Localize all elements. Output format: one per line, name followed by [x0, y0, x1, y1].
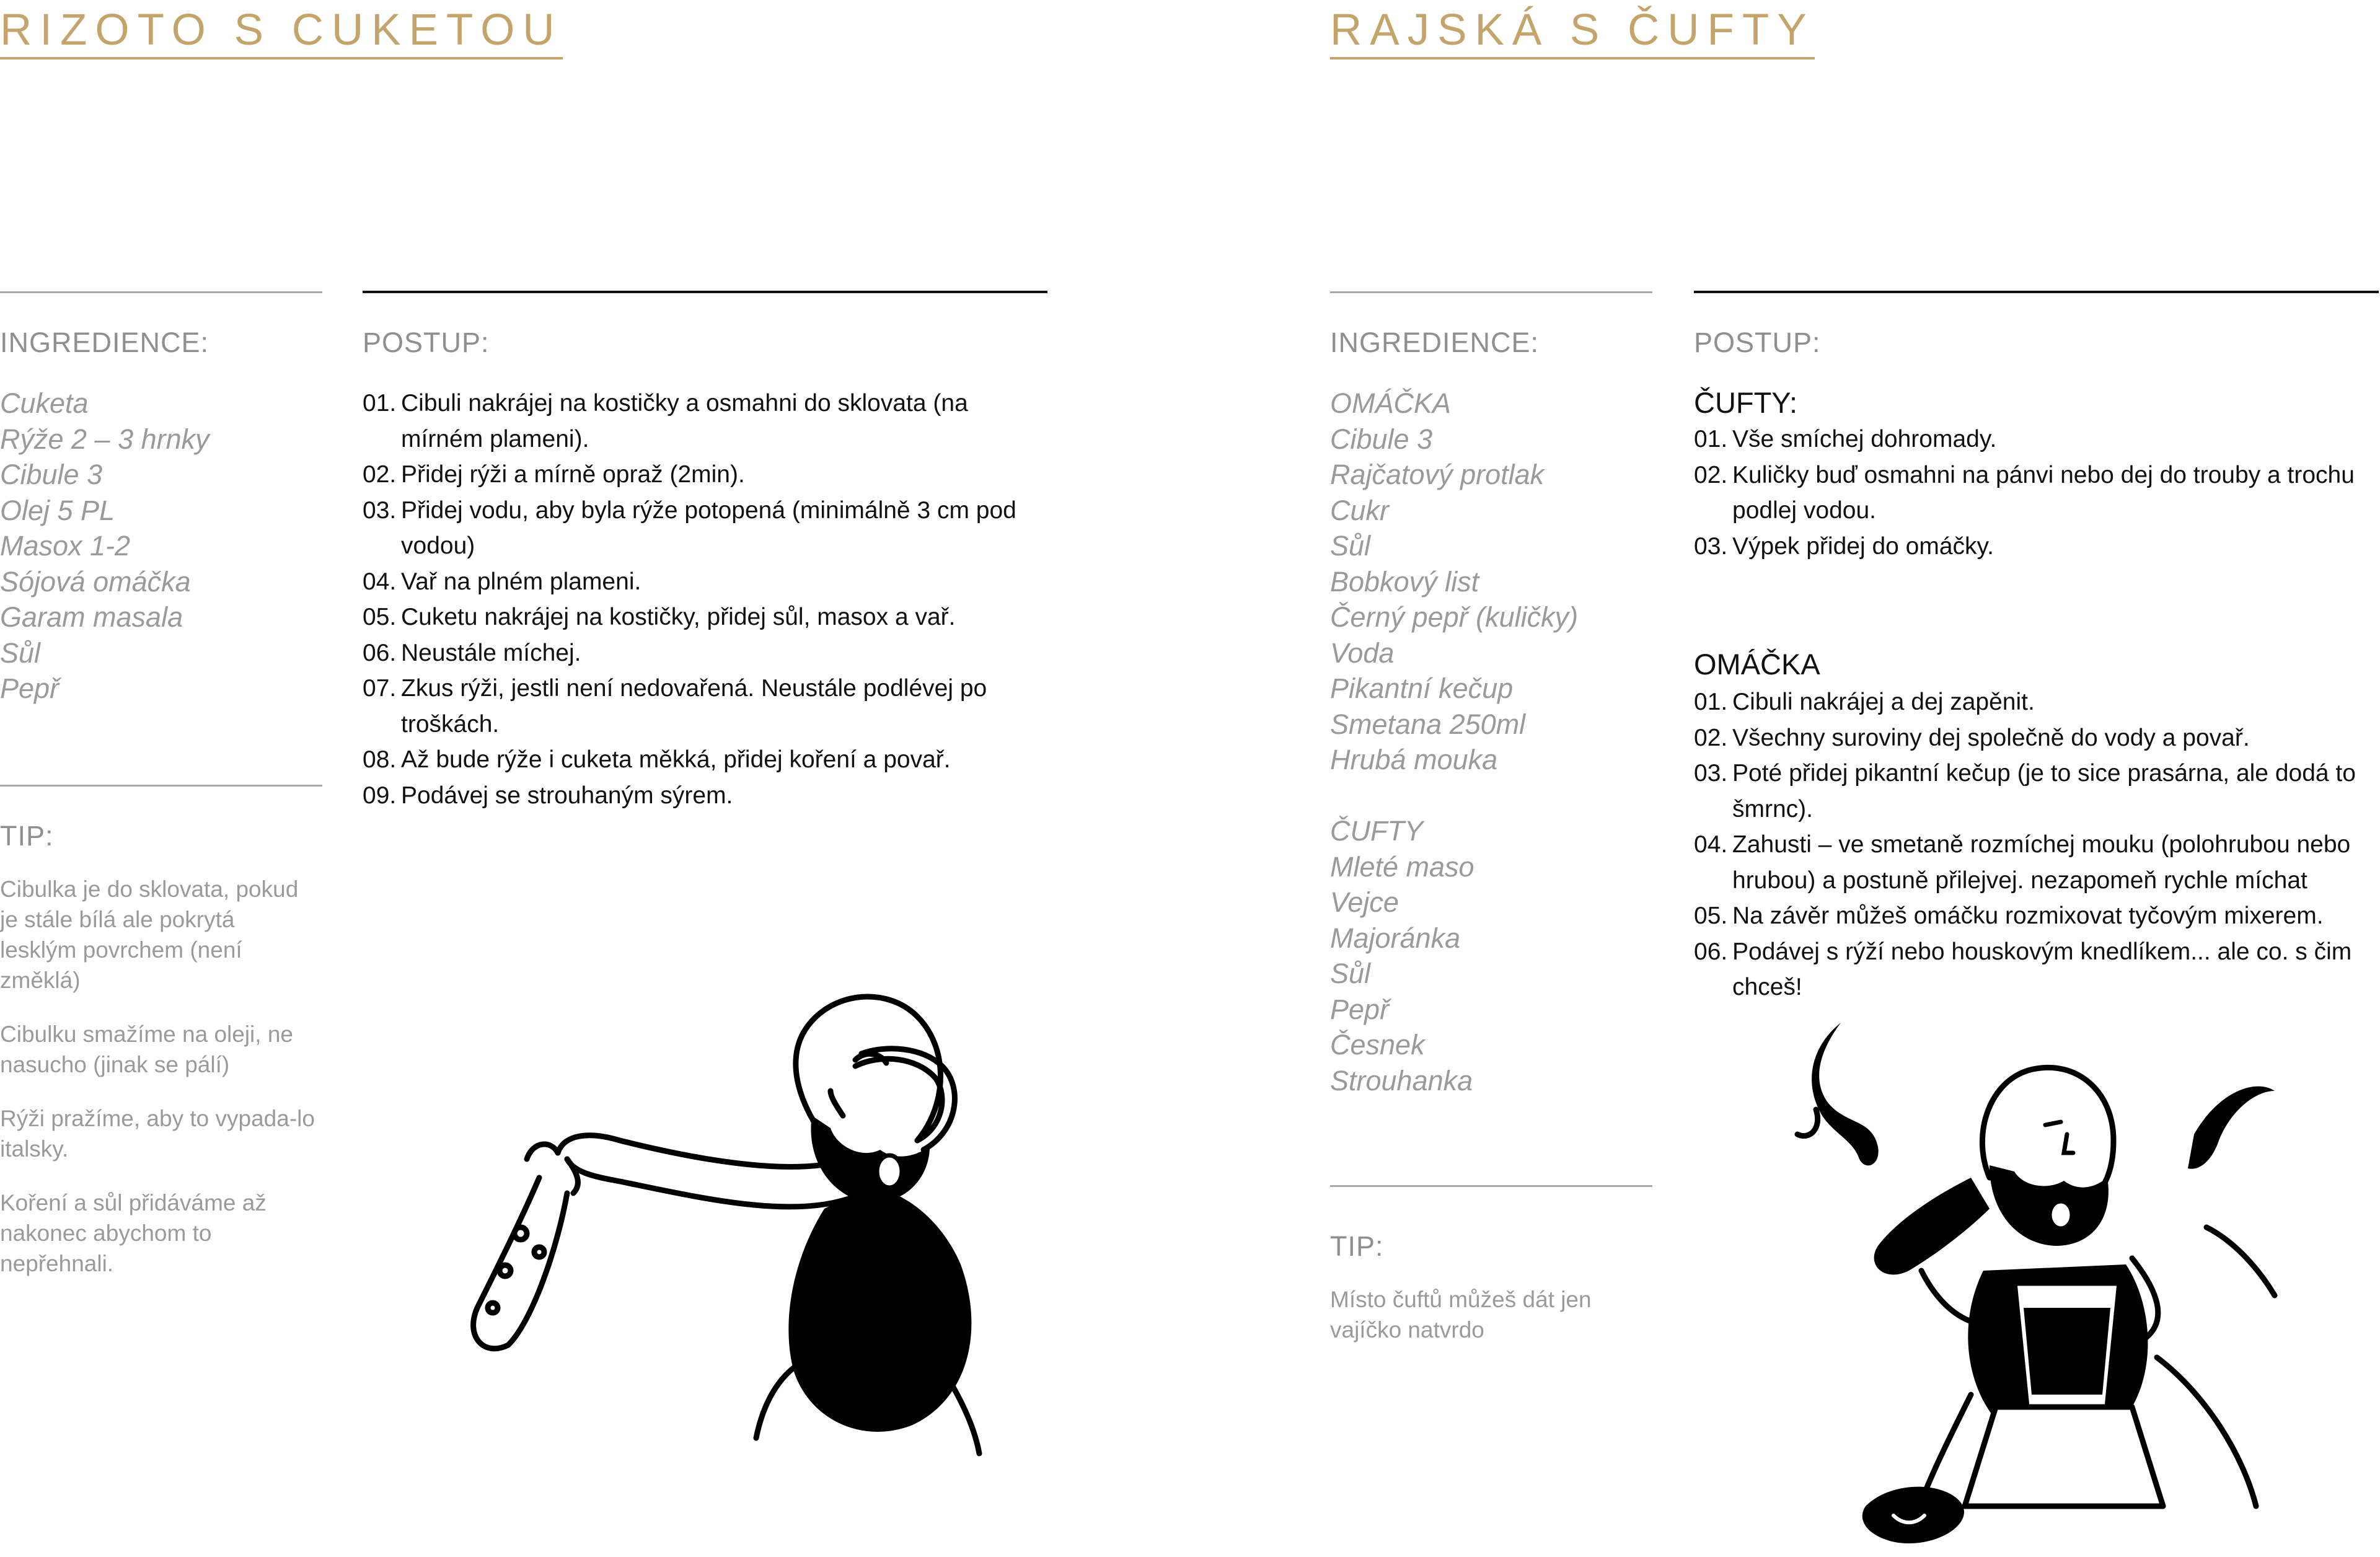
ingredient-item: Voda	[1330, 637, 1395, 669]
step-text: Zahusti – ve smetaně rozmíchej mouku (polohrubou nebo hrubou) a postuně přilejvej. nezapomeň rychle míchat	[1732, 831, 2351, 894]
step-item	[363, 386, 1051, 457]
step-text: Podávej s rýží nebo houskovým knedlíkem... ale co. s čim chceš!	[1732, 938, 2352, 1000]
ingredient-item: Sójová omáčka	[0, 565, 191, 598]
right-tips	[1330, 1284, 1652, 1369]
step-text: Cibuli nakrájej na kostičky a osmahni do sklovata (na mírném plameni).	[401, 390, 968, 452]
step-number: 03.	[1694, 532, 1728, 560]
step-item	[363, 564, 1051, 600]
ingredient-group-heading: OMÁČKA	[1330, 387, 1452, 419]
tip-text: Cibulka je do sklovata, pokud je stále bílá ale pokrytá lesklým povrchem (není změklá)	[0, 876, 299, 993]
step-text: Neustále míchej.	[401, 639, 581, 666]
right-procedure-label: POSTUP:	[1694, 327, 1821, 358]
step-text: Přidej rýži a mírně opraž (2min).	[401, 461, 745, 488]
step-item	[363, 599, 1051, 635]
step-number: 02.	[1694, 461, 1728, 488]
left-tip-divider	[0, 785, 322, 787]
ingredient-item: Strouhanka	[1330, 1064, 1473, 1096]
left-procedure-label: POSTUP:	[363, 327, 490, 358]
ingredient-item: Rajčatový protlak	[1330, 459, 1545, 490]
ingredient-item: Cibule 3	[0, 459, 103, 490]
step-item	[1694, 827, 2380, 898]
step-text: Až bude rýže i cuketa měkká, přidej koření a povař.	[401, 746, 951, 773]
step-text: Podávej se strouhaným sýrem.	[401, 782, 733, 809]
ingredient-item: Rýže 2 – 3 hrnky	[0, 423, 209, 455]
tip-text: Místo čuftů můžeš dát jen vajíčko natvrdo	[1330, 1287, 1592, 1343]
ingredient-item: Garam masala	[0, 601, 183, 633]
ingredient-item: Vejce	[1330, 886, 1399, 918]
ingredient-item: Smetana 250ml	[1330, 708, 1526, 740]
step-text: Cibuli nakrájej a dej zapěnit.	[1732, 689, 2035, 715]
step-item	[1694, 457, 2380, 529]
step-text: Vař na plném plameni.	[401, 568, 641, 595]
step-number: 01.	[1694, 426, 1728, 452]
ingredient-item: Česnek	[1330, 1029, 1425, 1061]
left-ingredients-label: INGREDIENCE:	[0, 327, 209, 358]
step-item	[1694, 934, 2380, 1005]
bearded-man-blender-illustration	[1785, 1010, 2343, 1556]
right-recipe-title: RAJSKÁ S ČUFTY	[1330, 6, 1815, 60]
ingredient-item: Cibule 3	[1330, 423, 1433, 455]
ingredient-item: Pikantní kečup	[1330, 673, 1514, 704]
left-recipe-title: RIZOTO S CUKETOU	[0, 6, 563, 60]
step-text: Přidej vodu, aby byla rýže potopená (minimálně 3 cm pod vodou)	[401, 496, 1016, 559]
tip-text: Koření a sůl přidáváme až nakonec abychom to nepřehnali.	[0, 1190, 267, 1276]
sauce-heading: OMÁČKA	[1694, 648, 1820, 681]
ingredient-item: Bobkový list	[1330, 565, 1479, 598]
step-item	[1694, 684, 2380, 720]
step-number: 04.	[1694, 831, 1728, 858]
step-number: 09.	[363, 782, 397, 809]
ingredient-item: Sůl	[1330, 958, 1371, 989]
right-ingredients-divider	[1330, 291, 1652, 293]
step-text: Poté přidej pikantní kečup (je to sice prasárna, ale dodá to šmrnc).	[1732, 760, 2356, 823]
step-number: 01.	[1694, 689, 1728, 715]
bearded-man-zucchini-illustration	[459, 973, 1016, 1469]
step-number: 01.	[363, 390, 397, 417]
ingredient-item: Hrubá mouka	[1330, 744, 1498, 775]
step-number: 06.	[363, 639, 397, 666]
step-item	[363, 635, 1051, 671]
step-text: Zkus rýži, jestli není nedovařená. Neustále podlévej po troškách.	[401, 675, 987, 738]
tip-text: Rýži pražíme, aby to vypada-lo italsky.	[0, 1106, 315, 1162]
sauce-steps	[1694, 684, 2380, 1005]
step-item	[1694, 720, 2380, 756]
ingredient-item: Cuketa	[0, 387, 89, 419]
step-text: Na závěr můžeš omáčku rozmixovat tyčovým mixerem.	[1732, 902, 2324, 929]
ingredient-item: Majoránka	[1330, 922, 1461, 954]
meatball-steps	[1694, 421, 2380, 564]
step-text: Výpek přidej do omáčky.	[1732, 532, 1994, 560]
right-ingredients-list	[1330, 386, 1578, 1098]
ingredient-spacer	[1330, 778, 1578, 814]
ingredient-item: Olej 5 PL	[0, 494, 115, 526]
step-number: 07.	[363, 675, 397, 702]
left-tip-label: TIP:	[0, 820, 54, 852]
step-number: 04.	[363, 568, 397, 595]
left-ingredients-list	[0, 386, 209, 707]
left-procedure-divider	[363, 291, 1047, 293]
step-number: 02.	[1694, 724, 1728, 751]
right-tip-divider	[1330, 1185, 1652, 1187]
ingredient-item: Cukr	[1330, 494, 1390, 526]
ingredient-group-heading: ČUFTY	[1330, 815, 1423, 847]
step-number: 03.	[363, 496, 397, 524]
step-item	[363, 671, 1051, 742]
tip-text: Cibulku smažíme na oleji, ne nasucho (jinak se pálí)	[0, 1021, 293, 1077]
step-item	[1694, 529, 2380, 565]
step-item	[1694, 421, 2380, 457]
step-item	[363, 457, 1051, 493]
right-procedure-divider	[1694, 291, 2379, 293]
ingredient-item: Pepř	[0, 673, 60, 704]
step-number: 03.	[1694, 760, 1728, 787]
right-ingredients-label: INGREDIENCE:	[1330, 327, 1540, 358]
step-item	[1694, 898, 2380, 934]
right-tip-label: TIP:	[1330, 1230, 1384, 1262]
meatballs-heading: ČUFTY:	[1694, 386, 1798, 419]
step-text: Vše smíchej dohromady.	[1732, 426, 1997, 452]
step-number: 05.	[363, 604, 397, 630]
ingredient-item: Sůl	[0, 637, 41, 669]
ingredient-item: Masox 1-2	[0, 530, 131, 562]
step-number: 06.	[1694, 938, 1728, 965]
left-tips	[0, 874, 316, 1302]
step-item	[363, 493, 1051, 564]
ingredient-item: Sůl	[1330, 530, 1371, 562]
step-item	[363, 778, 1051, 814]
left-ingredients-divider	[0, 291, 322, 293]
ingredient-item: Mleté maso	[1330, 850, 1474, 883]
step-number: 08.	[363, 746, 397, 773]
step-text: Kuličky buď osmahni na pánvi nebo dej do trouby a trochu podlej vodou.	[1732, 461, 2355, 524]
ingredient-item: Černý pepř (kuličky)	[1330, 601, 1579, 633]
left-procedure-steps	[363, 386, 1051, 813]
ingredient-item: Pepř	[1330, 993, 1390, 1025]
step-text: Cuketu nakrájej na kostičky, přidej sůl, masox a vař.	[401, 604, 956, 630]
step-item	[363, 742, 1051, 778]
step-item	[1694, 756, 2380, 827]
step-number: 05.	[1694, 902, 1728, 929]
step-text: Všechny suroviny dej společně do vody a povař.	[1732, 724, 2250, 751]
step-number: 02.	[363, 461, 397, 488]
